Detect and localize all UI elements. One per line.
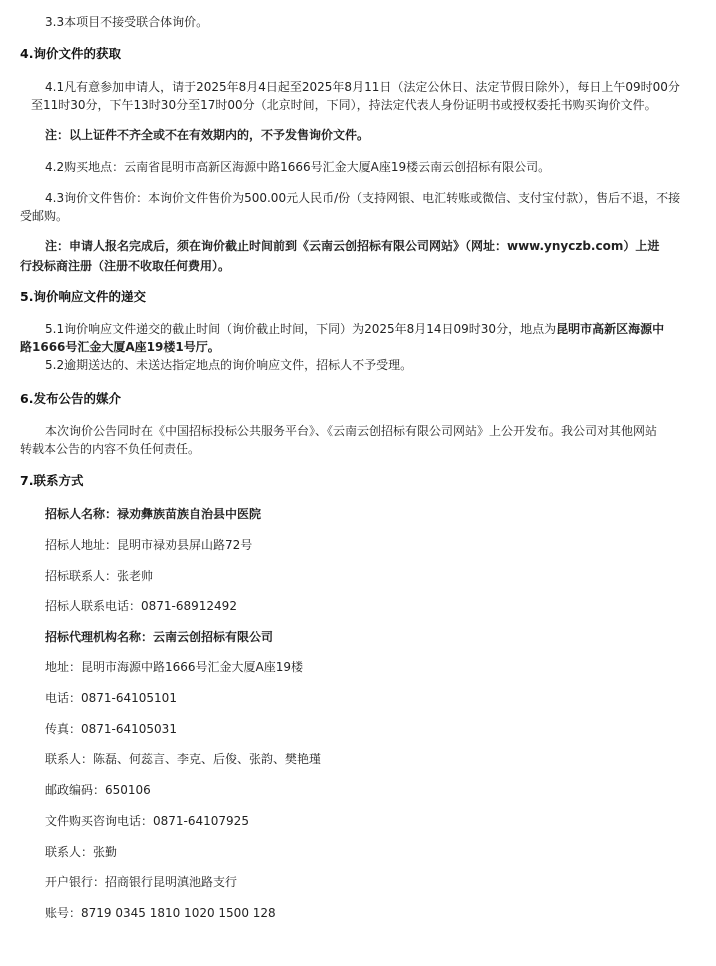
section-5-1-location: 昆明市高新区海源中 — [556, 322, 665, 336]
tenderer-contact: 招标联系人：张老帅 — [45, 569, 154, 583]
section-6-heading: 6.发布公告的媒介 — [20, 391, 121, 406]
purchase-phone: 文件购买咨询电话：0871-64107925 — [45, 814, 249, 828]
purchase-contact: 联系人：张勤 — [45, 845, 118, 859]
section-6-line-1: 本次询价公告同时在《中国招标投标公共服务平台》、《云南云创招标有限公司网站》上公开发布。我公司对其他网站 — [45, 424, 658, 438]
section-5-1-line-1 — [45, 320, 664, 338]
section-4-1-line-2: 至11时30分，下午13时30分至17时00分（北京时间，下同），持法定代表人身份证明书或授权委托书购买询价文件。 — [31, 98, 657, 112]
section-4-1-line-1: 4.1凡有意参加申请人，请于2025年8月4日起至2025年8月11日（法定公休日、法定节假日除外），每日上午09时00分 — [45, 80, 680, 94]
agency-phone: 电话：0871-64105101 — [45, 691, 177, 705]
section-5-heading: 5.询价响应文件的递交 — [20, 289, 146, 304]
section-4-heading: 4.询价文件的获取 — [20, 46, 121, 61]
section-4-2: 4.2购买地点：云南省昆明市高新区海源中路1666号汇金大厦A座19楼云南云创招标有限公司。 — [45, 160, 551, 174]
section-5-1-text: 5.1询价响应文件递交的截止时间（询价截止时间，下同）为2025年8月14日09时30分，地点为 — [45, 322, 557, 336]
section-5-1-line-2: 路1666号汇金大厦A座19楼1号厅。 — [20, 340, 220, 354]
agency-contacts: 联系人：陈磊、何蕊言、李克、后俊、张韵、樊艳瑾 — [45, 752, 322, 766]
section-6-line-2: 转载本公告的内容不负任何责任。 — [20, 442, 201, 456]
section-4-note-1: 注：以上证件不齐全或不在有效期内的，不予发售询价文件。 — [45, 128, 370, 142]
agency-fax: 传真：0871-64105031 — [45, 722, 177, 736]
section-4-note-2-line-2: 行投标商注册（注册不收取任何费用）。 — [20, 259, 231, 273]
tenderer-phone: 招标人联系电话：0871-68912492 — [45, 599, 237, 613]
item-3-3: 3.3本项目不接受联合体询价。 — [45, 15, 209, 29]
agency-address: 地址：昆明市海源中路1666号汇金大厦A座19楼 — [45, 660, 304, 674]
postal-code: 邮政编码：650106 — [45, 783, 151, 797]
tenderer-address: 招标人地址：昆明市禄劝县屏山路72号 — [45, 538, 253, 552]
section-4-3-line-1: 4.3询价文件售价：本询价文件售价为500.00元人民币/份（支持网银、电汇转账或微信、支付宝付款），售后不退，不接 — [45, 191, 681, 205]
tenderer-name: 招标人名称：禄劝彝族苗族自治县中医院 — [45, 507, 262, 521]
section-4-note-2-line-1: 注：申请人报名完成后，须在询价截止时间前到《云南云创招标有限公司网站》（网址：www.ynyczb.com）上进 — [45, 239, 660, 253]
section-4-3-line-2: 受邮购。 — [20, 209, 69, 223]
bank-account: 账号：8719 0345 1810 1020 1500 128 — [45, 906, 276, 920]
bank-name: 开户银行：招商银行昆明滇池路支行 — [45, 875, 238, 889]
agency-name: 招标代理机构名称：云南云创招标有限公司 — [45, 630, 274, 644]
section-7-heading: 7.联系方式 — [20, 473, 84, 488]
section-5-2: 5.2逾期送达的、未送达指定地点的询价响应文件，招标人不予受理。 — [45, 358, 413, 372]
